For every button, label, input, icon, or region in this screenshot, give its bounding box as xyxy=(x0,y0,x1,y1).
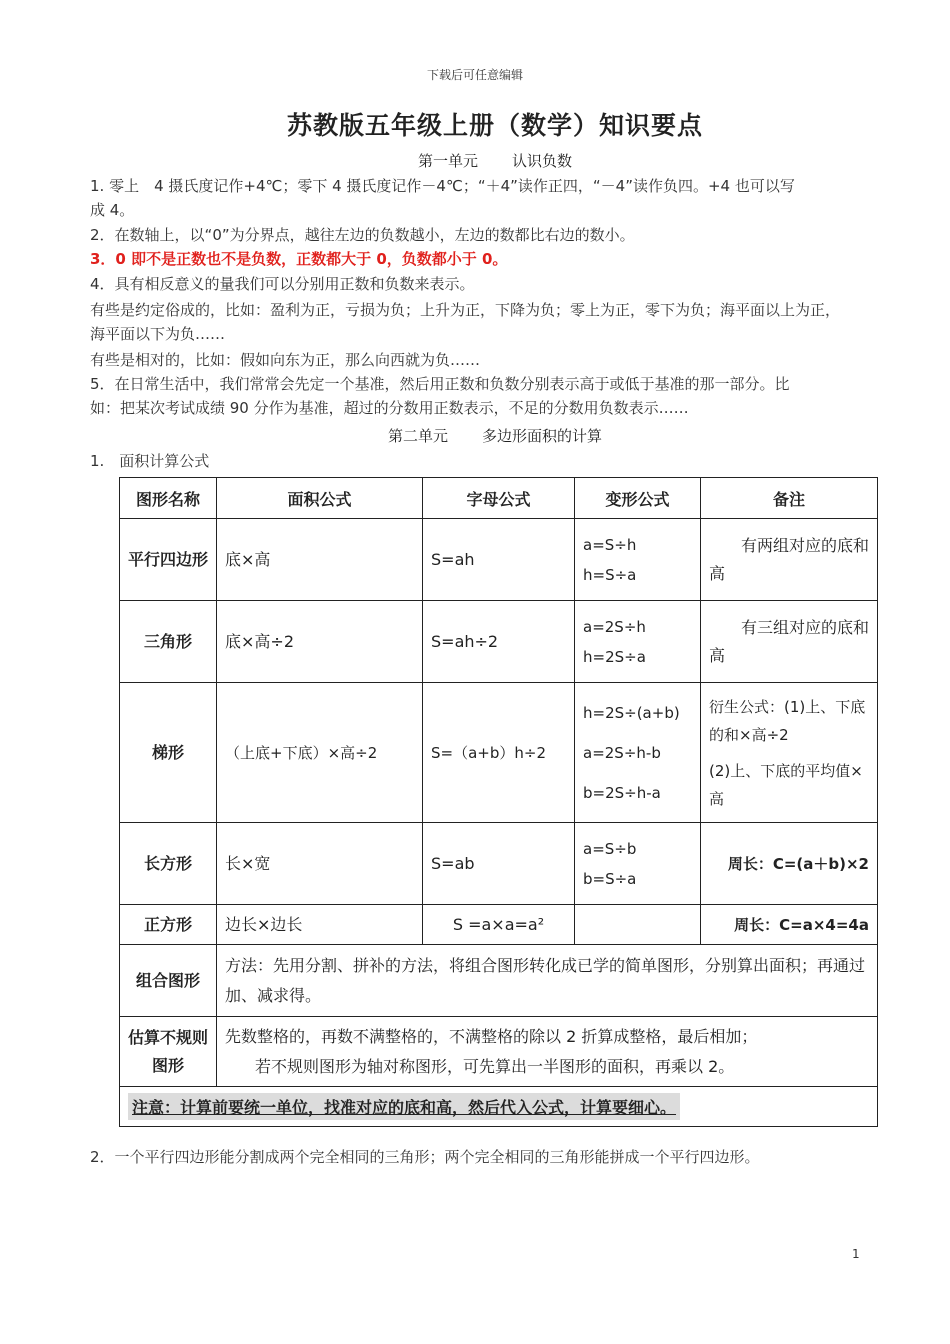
document-title: 苏教版五年级上册（数学）知识要点 xyxy=(286,111,703,140)
irregular-method-line-2: 若不规则图形为轴对称图形，可先算出一半图形的面积，再乘以 2。 xyxy=(255,1056,735,1076)
area-formula: （上底+下底）×高÷2 xyxy=(217,683,423,823)
shape-name: 正方形 xyxy=(120,905,217,945)
area-formula: 底×高÷2 xyxy=(217,601,423,683)
shape-name: 长方形 xyxy=(120,823,217,905)
paragraph-after-table: 2．一个平行四边形能分割成两个完全相同的三角形；两个完全相同的三角形能拼成一个平行四边形。 xyxy=(90,1148,760,1166)
unit-2-heading xyxy=(0,425,950,446)
table-header-row xyxy=(120,478,878,519)
table-row-trapezoid xyxy=(120,683,878,823)
note xyxy=(701,683,878,823)
area-formula: 底×高 xyxy=(217,519,423,601)
note: 有两组对应的底和高 xyxy=(701,519,878,601)
variant-formula: a=2S÷h xyxy=(583,617,646,636)
variant-formula: h=2S÷a xyxy=(583,647,646,666)
shape-name: 估算不规则图形 xyxy=(120,1017,217,1087)
note-derived-2: (2)上、下底的平均值×高 xyxy=(709,761,863,808)
formula-intro: 1. 面积计算公式 xyxy=(90,452,210,470)
notice-text: 注意：计算前要统一单位，找准对应的底和高，然后代入公式，计算要细心。 xyxy=(128,1093,680,1120)
table-row-rectangle xyxy=(120,823,878,905)
paragraph-1-line-2: 成 4。 xyxy=(90,201,135,219)
variant-formula: b=S÷a xyxy=(583,869,637,888)
variant-formula: a=2S÷h-b xyxy=(583,743,661,762)
irregular-method xyxy=(217,1017,878,1087)
paragraph-5-line-2: 海平面以下为负…… xyxy=(90,325,226,343)
unit-2-label: 第二单元 xyxy=(387,427,448,445)
variant-formulas xyxy=(575,683,701,823)
note-derived-1: 衍生公式：(1)上、下底的和×高÷2 xyxy=(709,697,866,744)
variant-formulas xyxy=(575,519,701,601)
variant-formulas xyxy=(575,601,701,683)
letter-formula: S =a×a=a² xyxy=(423,905,575,945)
header-notes: 备注 xyxy=(701,478,878,519)
variant-formula: b=2S÷h-a xyxy=(583,783,661,802)
page-number: 1 xyxy=(852,1247,860,1261)
letter-formula: S=ah xyxy=(423,519,575,601)
table-row-triangle xyxy=(120,601,878,683)
variant-formula: a=S÷h xyxy=(583,535,637,554)
header-area-formula: 面积公式 xyxy=(217,478,423,519)
note: 周长：C=(a＋b)×2 xyxy=(701,823,878,905)
shape-name: 梯形 xyxy=(120,683,217,823)
paragraph-1 xyxy=(90,174,870,222)
table-row-square xyxy=(120,905,878,945)
header-letter-formula: 字母公式 xyxy=(423,478,575,519)
notice-cell xyxy=(120,1087,878,1127)
table-row-parallelogram xyxy=(120,519,878,601)
unit-1-heading xyxy=(0,150,950,171)
note: 有三组对应的底和高 xyxy=(701,601,878,683)
paragraph-2: 2．在数轴上，以“0”为分界点，越往左边的负数越小，左边的数都比右边的数小。 xyxy=(90,226,635,244)
letter-formula: S=ah÷2 xyxy=(423,601,575,683)
table-row-irregular xyxy=(120,1017,878,1087)
area-formula-table xyxy=(119,477,878,1127)
composite-method: 方法：先用分割、拼补的方法，将组合图形转化成已学的简单图形，分别算出面积；再通过加、减求得。 xyxy=(217,945,878,1017)
irregular-method-line-1: 先数整格的，再数不满整格的，不满整格的除以 2 折算成整格，最后相加； xyxy=(225,1026,758,1046)
shape-name: 组合图形 xyxy=(120,945,217,1017)
variant-formula: h=S÷a xyxy=(583,565,637,584)
paragraph-7-line-1: 5．在日常生活中，我们常常会先定一个基准，然后用正数和负数分别表示高于或低于基准的那一部分。比 xyxy=(90,375,790,393)
unit-1-name: 认识负数 xyxy=(512,152,573,170)
shape-name: 三角形 xyxy=(120,601,217,683)
table-row-composite xyxy=(120,945,878,1017)
area-formula: 边长×边长 xyxy=(217,905,423,945)
paragraph-3-highlight: 3．0 即不是正数也不是负数，正数都大于 0，负数都小于 0。 xyxy=(90,250,508,268)
paragraph-7 xyxy=(90,372,870,420)
variant-formula: h=2S÷(a+b) xyxy=(583,703,680,722)
paragraph-5-line-1: 有些是约定俗成的，比如：盈利为正，亏损为负；上升为正，下降为负；零上为正，零下为负；海平面以上为正， xyxy=(90,301,841,319)
paragraph-6: 有些是相对的，比如：假如向东为正，那么向西就为负…… xyxy=(90,351,481,369)
area-formula: 长×宽 xyxy=(217,823,423,905)
paragraph-5 xyxy=(90,298,870,346)
shape-name: 平行四边形 xyxy=(120,519,217,601)
variant-formula-empty xyxy=(575,905,701,945)
table-row-notice xyxy=(120,1087,878,1127)
paragraph-7-line-2: 如：把某次考试成绩 90 分作为基准，超过的分数用正数表示，不足的分数用负数表示…… xyxy=(90,399,689,417)
variant-formulas xyxy=(575,823,701,905)
paragraph-1-line-1: 1. 零上 4 摄氏度记作+4℃；零下 4 摄氏度记作－4℃；“＋4”读作正四，“－4”读作负四。+4 也可以写 xyxy=(90,177,795,195)
note: 周长：C=a×4=4a xyxy=(701,905,878,945)
header-note: 下载后可任意编辑 xyxy=(426,68,523,82)
unit-1-label: 第一单元 xyxy=(417,152,478,170)
header-shape-name: 图形名称 xyxy=(120,478,217,519)
header-variant-formula: 变形公式 xyxy=(575,478,701,519)
paragraph-4: 4．具有相反意义的量我们可以分别用正数和负数来表示。 xyxy=(90,275,475,293)
variant-formula: a=S÷b xyxy=(583,839,637,858)
letter-formula: S=ab xyxy=(423,823,575,905)
unit-2-name: 多边形面积的计算 xyxy=(482,427,603,445)
letter-formula: S=（a+b）h÷2 xyxy=(423,683,575,823)
